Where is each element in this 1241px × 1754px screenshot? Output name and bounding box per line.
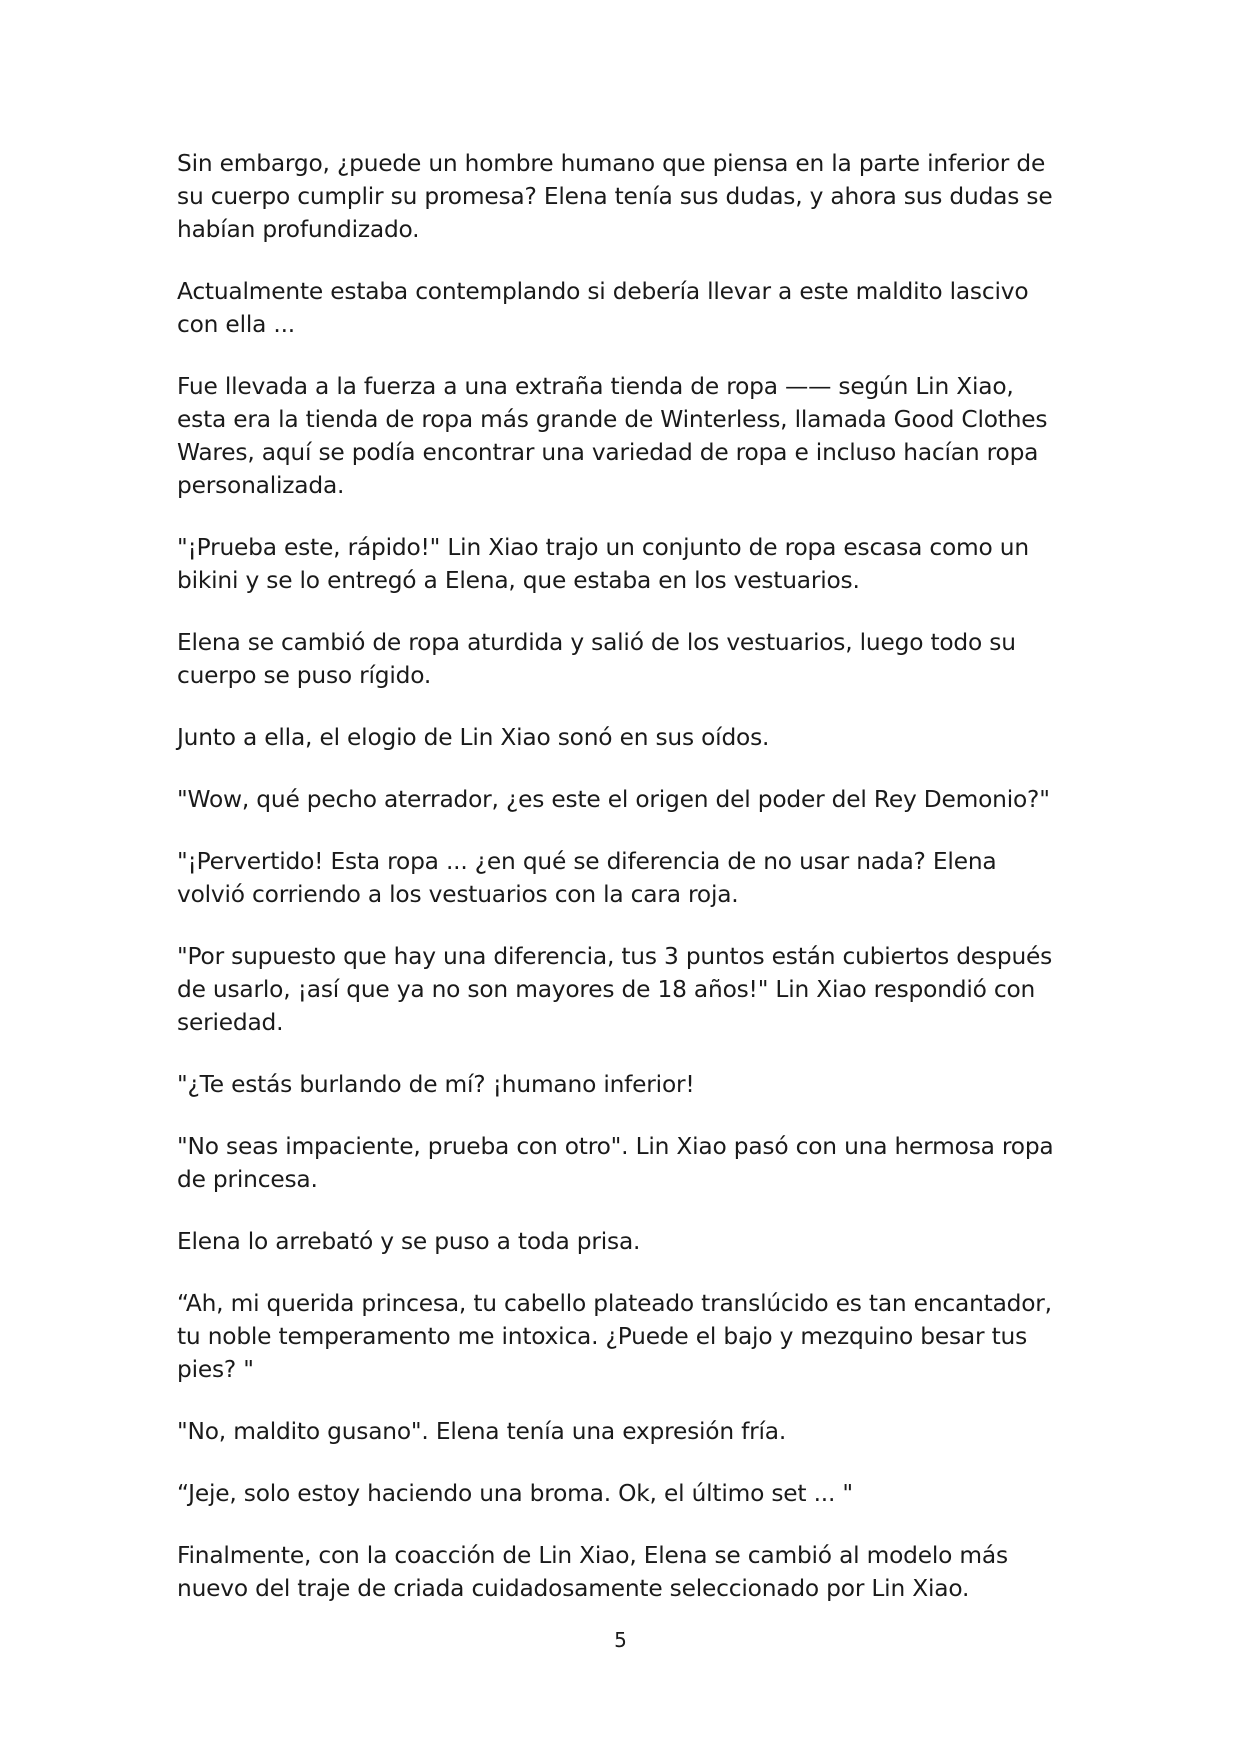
paragraph: Finalmente, con la coacción de Lin Xiao, Elena se cambió al modelo más nuevo del traje de criada cuidadosamente seleccionado por Lin Xiao.: [177, 1542, 1008, 1602]
paragraph: "¡Pervertido! Esta ropa ... ¿en qué se diferencia de no usar nada? Elena volvió corriendo a los vestuarios con la cara roja.: [177, 848, 997, 908]
paragraph: Elena lo arrebató y se puso a toda prisa.: [177, 1228, 641, 1255]
paragraph: Fue llevada a la fuerza a una extraña tienda de ropa —— según Lin Xiao, esta era la tienda de ropa más grande de Winterless, llamada Good Clothes Wares, aquí se podía encontrar una variedad de ropa e incluso hacían ropa personalizada.: [177, 373, 1048, 499]
paragraph: "Wow, qué pecho aterrador, ¿es este el origen del poder del Rey Demonio?": [177, 786, 1050, 813]
paragraph: "¡Prueba este, rápido!" Lin Xiao trajo un conjunto de ropa escasa como un bikini y se lo entregó a Elena, que estaba en los vestuarios.: [177, 534, 1029, 594]
page-number: 5: [614, 1628, 627, 1652]
paragraph: "No seas impaciente, prueba con otro". Lin Xiao pasó con una hermosa ropa de princesa.: [177, 1133, 1054, 1193]
paragraph: Actualmente estaba contemplando si debería llevar a este maldito lascivo con ella ...: [177, 278, 1029, 338]
paragraph: “Jeje, solo estoy haciendo una broma. Ok, el último set ... ": [177, 1480, 853, 1507]
paragraph: Elena se cambió de ropa aturdida y salió de los vestuarios, luego todo su cuerpo se puso rígido.: [177, 629, 1016, 689]
paragraph: "Por supuesto que hay una diferencia, tus 3 puntos están cubiertos después de usarlo, ¡así que ya no son mayores de 18 años!" Lin Xiao respondió con seriedad.: [177, 943, 1053, 1036]
paragraph: "No, maldito gusano". Elena tenía una expresión fría.: [177, 1418, 787, 1445]
paragraph: Junto a ella, el elogio de Lin Xiao sonó en sus oídos.: [177, 724, 770, 751]
paragraph: "¿Te estás burlando de mí? ¡humano inferior!: [177, 1071, 695, 1098]
body-text: [177, 147, 1067, 1634]
paragraph: “Ah, mi querida princesa, tu cabello plateado translúcido es tan encantador, tu noble temperamento me intoxica. ¿Puede el bajo y mezquino besar tus pies? ": [177, 1290, 1052, 1383]
paragraph: Sin embargo, ¿puede un hombre humano que piensa en la parte inferior de su cuerpo cumplir su promesa? Elena tenía sus dudas, y ahora sus dudas se habían profundizado.: [177, 150, 1053, 243]
